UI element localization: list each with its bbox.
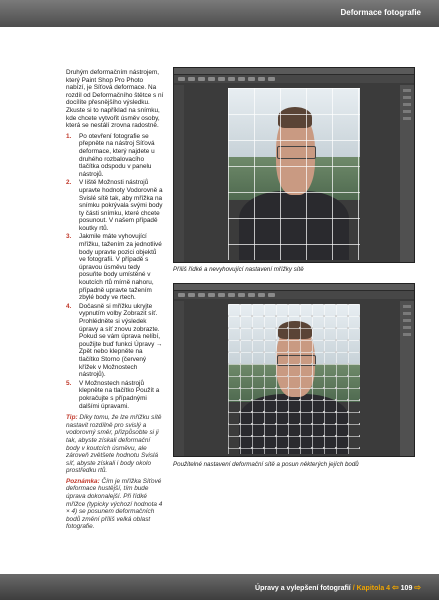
photo-canvas	[228, 304, 360, 454]
screenshot-dense-grid	[173, 283, 415, 457]
running-header	[0, 0, 439, 27]
app-menubar	[174, 68, 414, 75]
step-text: Dočasně si mřížku ukryjte vypnutím volby Zobrazit síť. Prohlédněte si výsledek úpravy a síť znovu zobrazte. Pokud se vám úprava nelíbí, použijte buď funkci Úpravy → Zpět nebo klepněte na tlačítko Storno (červený křížek v Možnostech nástrojů).	[79, 302, 163, 379]
intro-paragraph: Druhým deformačním nástrojem, který Paint Shop Pro Photo nabízí, je Síťová deformace. Na rozdíl od Deformačního štětce s ní docílíte přesnějšího výsledku. Zkuste si to například na snímku, kde chcete vytvořit úsměv osoby, která se nestálí zrovna radostně.	[66, 69, 164, 130]
step-text: Po otevření fotografie se přepněte na nástroj Síťová deformace, který najdete u druhého rozbalovacího tlačítka odspodu v panelu nástrojů.	[79, 132, 155, 178]
app-toolbar	[174, 291, 414, 299]
tools-panel	[174, 85, 184, 262]
list-item	[66, 380, 164, 410]
step-number: 3.	[66, 233, 72, 241]
mesh-grid-sparse	[228, 88, 360, 260]
photo-canvas	[228, 88, 360, 260]
figure-caption-1: Příliš řídké a nevyhovující nastavení mřížky sítě	[173, 266, 304, 273]
step-number: 1.	[66, 132, 72, 140]
arrow-left-icon[interactable]: ⇦	[392, 583, 399, 592]
footer-separator: /	[352, 585, 355, 592]
figure-caption-2: Použitelné nastavení deformační sítě a posun některých jejích bodů	[173, 461, 359, 468]
step-text: V Možnostech nástrojů klepněte na tlačítko Použít a pokračujte s případnými dalšími úpravami.	[79, 379, 160, 410]
step-number: 2.	[66, 179, 72, 187]
step-text: V liště Možnosti nástrojů upravte hodnoty Vodorovně a Svislé sítě tak, aby mřížka na snímku pokrývala svými body ty části snímku, které chcete posunout. V našem případě koutky rtů.	[79, 179, 163, 232]
header-title: Deformace fotografie	[340, 8, 421, 17]
app-menubar	[174, 284, 414, 291]
list-item	[66, 233, 164, 301]
footer-chapter: Kapitola 4	[356, 585, 391, 592]
screenshot-sparse-grid	[173, 67, 415, 263]
palettes-panel	[400, 85, 414, 262]
note-paragraph	[66, 478, 164, 531]
footer-book-title: Úpravy a vylepšení fotografií	[255, 585, 351, 592]
note-label: Poznámka:	[66, 477, 100, 485]
tip-paragraph	[66, 414, 164, 475]
steps-list	[66, 133, 164, 410]
body-column	[66, 69, 164, 534]
tools-panel	[174, 301, 184, 456]
palettes-panel	[400, 301, 414, 456]
note-text: Čím je mřížka Síťové deformace hustější, tím bude úprava dokonalejší. Při řídké mřížce (typicky výchozí hodnota 4 × 4) se posunem deformačních bodů změní příliš velká oblast fotografie.	[66, 477, 163, 531]
mesh-grid-dense	[228, 304, 360, 454]
list-item	[66, 133, 164, 179]
arrow-right-icon[interactable]: ⇨	[414, 583, 421, 592]
tip-label: Tip:	[66, 414, 78, 422]
list-item	[66, 179, 164, 232]
step-number: 4.	[66, 302, 72, 310]
running-footer	[0, 574, 439, 600]
list-item	[66, 303, 164, 379]
step-text: Jakmile máte vyhovující mřížku, tažením za jednotlivé body upravte pozici objektů ve fotografii. V případě s úpravou úsměvu tedy posuňte body umístěné v koutcích rtů mírně nahoru, případně upravte tažením zbylé body ve rtech.	[79, 233, 162, 302]
page-number: 109	[400, 585, 413, 592]
app-toolbar	[174, 75, 414, 83]
step-number: 5.	[66, 379, 72, 387]
footer-line	[255, 583, 421, 592]
tip-text: Díky tomu, že lze mřížku sítě nastavit rozdílně pro svislý a vodorovný směr, přizpůsobte si ji tak, abyste získali deformační body v koutcích úsměvu, ale zároveň zvětšete hodnotu Svislá síť, abyste získali i body okolo prostředku rtů.	[66, 414, 162, 475]
